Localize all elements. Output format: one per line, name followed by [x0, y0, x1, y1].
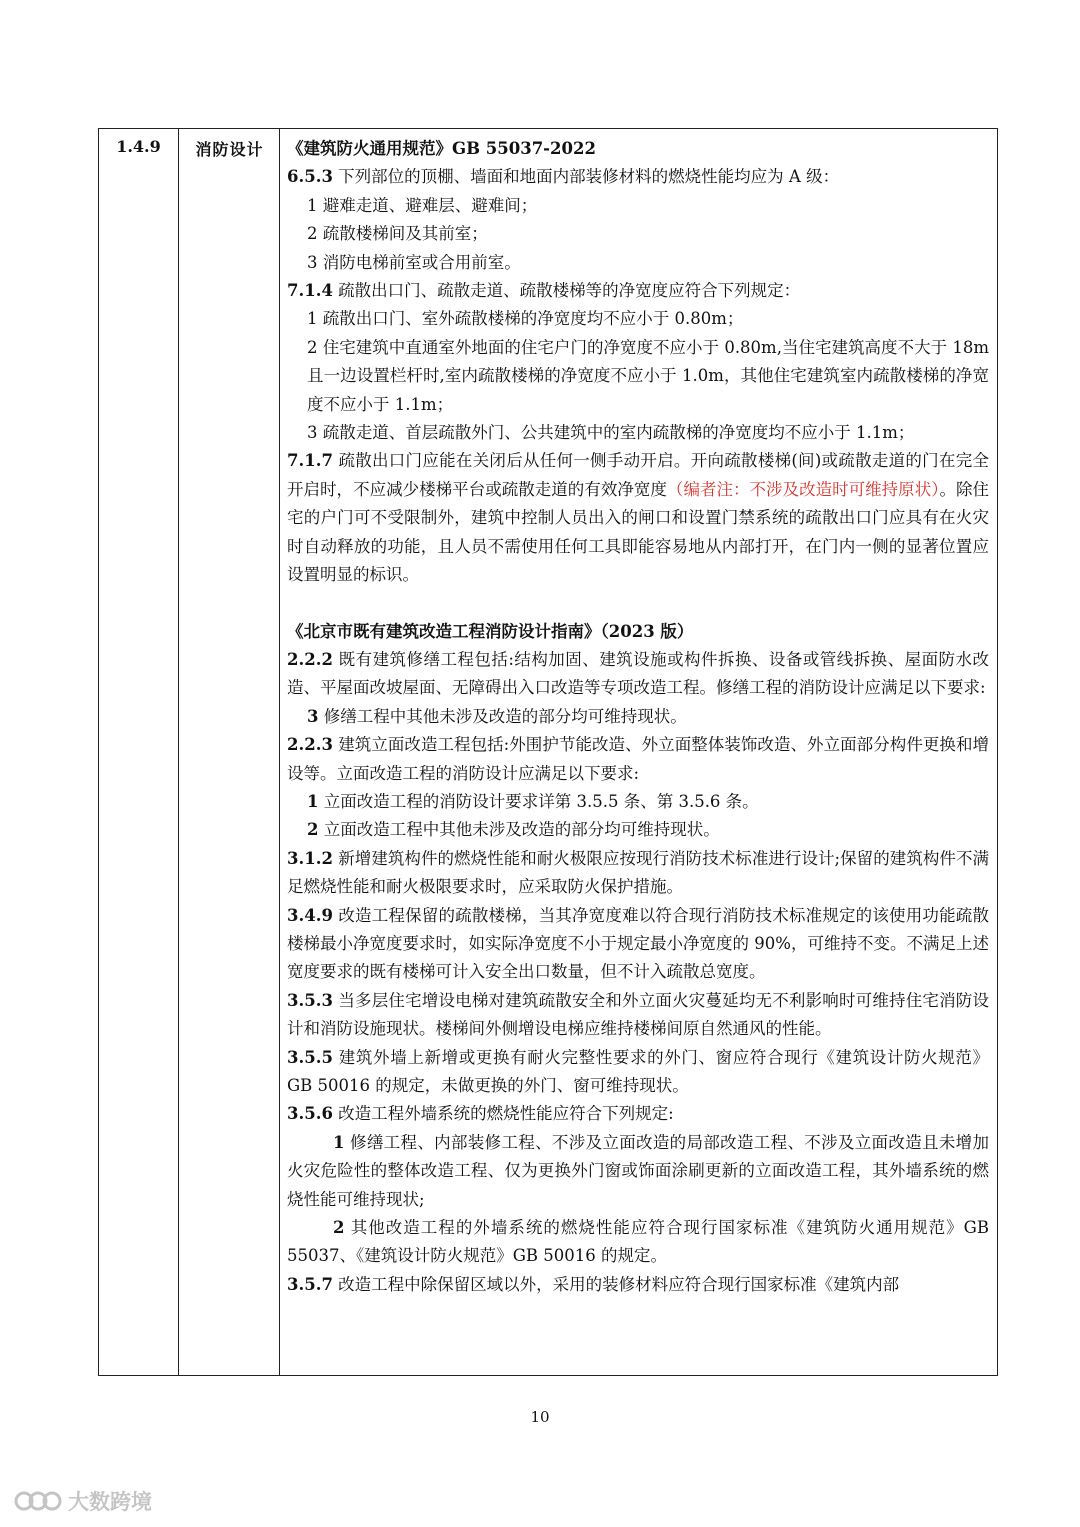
clause-number: 3	[307, 706, 319, 726]
clause-text: 疏散出口门、疏散走道、疏散楼梯等的净宽度应符合下列规定：	[332, 281, 801, 301]
clause-text: 3 疏散走道、首层疏散外门、公共建筑中的室内疏散梯的净宽度均不应小于 1.1m；	[307, 423, 915, 443]
clause-text: 既有建筑修缮工程包括:结构加固、建筑设施或构件拆换、设备或管线拆换、屋面防水改造、平屋面改坡屋面、无障碍出入口改造等专项改造工程。修缮工程的消防设计应满足以下要求:	[287, 649, 989, 698]
content-paragraph	[287, 192, 989, 220]
editor-note: （编者注：不涉及改造时可维持原状）	[666, 479, 940, 499]
clause-number: 3.5.3	[287, 990, 333, 1010]
clause-text: 《北京市既有建筑改造工程消防设计指南》（2023 版）	[287, 621, 694, 641]
clause-text: 疏散出口门应能在关闭后从任何一侧手动开启。开向疏散楼梯(间)或疏散走道的门在完全开启时，不应减少楼梯平台或疏散走道的有效净宽度	[287, 451, 989, 499]
watermark	[14, 1486, 152, 1516]
content-paragraph	[287, 220, 989, 248]
clause-number: 1	[307, 791, 319, 811]
content-paragraph	[287, 447, 989, 589]
clause-number: 6.5.3	[287, 167, 333, 187]
clause-text: 当多层住宅增设电梯对建筑疏散安全和外立面火灾蔓延均无不利影响时可维持住宅消防设计和消防设施现状。楼梯间外侧增设电梯应维持楼梯间原自然通风的性能。	[287, 990, 989, 1039]
content-paragraph	[287, 163, 989, 191]
column-divider	[178, 129, 179, 1375]
content-paragraph	[287, 590, 989, 618]
content-paragraph	[287, 987, 989, 1044]
section-number: 1.4.9	[116, 137, 161, 156]
clause-number: 3.5.6	[287, 1104, 333, 1124]
content-paragraph	[287, 419, 989, 447]
clause-text: 改造工程外墙系统的燃烧性能应符合下列规定:	[332, 1104, 674, 1124]
clause-number: 2.2.3	[287, 735, 333, 755]
clause-text: 改造工程中除保留区域以外，采用的装修材料应符合现行国家标准《建筑内部	[332, 1274, 900, 1294]
watermark-logo-icon	[14, 1487, 62, 1515]
content-paragraph	[287, 1100, 989, 1128]
clause-text: 立面改造工程中其他未涉及改造的部分均可维持现状。	[318, 820, 720, 840]
content-paragraph	[287, 845, 989, 902]
clause-text: 下列部位的顶棚、墙面和地面内部装修材料的燃烧性能均应为 A 级：	[332, 167, 840, 187]
clause-text: 2 住宅建筑中直通室外地面的住宅户门的净宽度不应小于 0.80m,当住宅建筑高度不大于 18m 且一边设置栏杆时,室内疏散楼梯的净宽度不应小于 1.0m，其他住宅建筑室内疏散楼梯的净宽度不应小于 1.1m；	[307, 337, 989, 414]
watermark-text: 大数跨境	[68, 1490, 152, 1514]
clause-number: 3.5.5	[287, 1047, 333, 1067]
content-paragraph	[287, 788, 989, 816]
section-category: 消防设计	[195, 140, 264, 159]
content-paragraph	[287, 618, 989, 646]
section-content	[287, 135, 989, 1299]
page-number: 10	[530, 1408, 550, 1426]
content-paragraph	[287, 305, 989, 333]
clause-number: 2.2.2	[287, 649, 333, 669]
clause-text: 1 避难走道、避难层、避难间；	[307, 195, 538, 215]
content-paragraph	[287, 816, 989, 844]
content-paragraph	[287, 646, 989, 703]
clause-number: 3.5.7	[287, 1274, 333, 1294]
clause-number: 2	[307, 820, 319, 840]
clause-text: 建筑外墙上新增或更换有耐火完整性要求的外门、窗应符合现行《建筑设计防火规范》GB 50016 的规定，未做更换的外门、窗可维持现状。	[287, 1047, 989, 1095]
content-paragraph	[287, 1214, 989, 1271]
content-paragraph	[287, 334, 989, 419]
clause-number: 7.1.7	[287, 451, 333, 471]
content-paragraph	[287, 1271, 989, 1299]
content-paragraph	[287, 249, 989, 277]
clause-number: 3.1.2	[287, 848, 333, 868]
column-divider	[279, 129, 280, 1375]
clause-number: 2	[333, 1218, 345, 1238]
clause-text: 《建筑防火通用规范》GB 55037-2022	[287, 139, 596, 158]
content-paragraph	[287, 277, 989, 305]
clause-number: 7.1.4	[287, 281, 333, 301]
clause-number: 3.4.9	[287, 905, 333, 925]
clause-text: 。除住宅的户门可不受限制外，建筑中控制人员出入的闸口和设置门禁系统的疏散出口门应具有在火灾时自动释放的功能，且人员不需使用任何工具即能容易地从内部打开，在门内一侧的显著位置应设置明显的标识。	[287, 479, 990, 585]
content-paragraph	[287, 1129, 989, 1214]
clause-text: 改造工程保留的疏散楼梯，当其净宽度难以符合现行消防技术标准规定的该使用功能疏散楼梯最小净宽度要求时，如实际净宽度不小于规定最小净宽度的 90%，可维持不变。不满足上述宽度要求的既有楼梯可计入安全出口数量，但不计入疏散总宽度。	[287, 905, 989, 982]
content-paragraph	[287, 731, 989, 788]
content-paragraph	[287, 703, 989, 731]
content-paragraph	[287, 1044, 989, 1101]
clause-text: 建筑立面改造工程包括:外围护节能改造、外立面整体装饰改造、外立面部分构件更换和增设等。立面改造工程的消防设计应满足以下要求:	[287, 735, 989, 783]
clause-text: 修缮工程中其他未涉及改造的部分均可维持现状。	[318, 706, 687, 726]
clause-number: 1	[333, 1132, 345, 1152]
clause-text: 1 疏散出口门、室外疏散楼梯的净宽度均不应小于 0.80m；	[307, 309, 744, 329]
clause-text: 立面改造工程的消防设计要求详第 3.5.5 条、第 3.5.6 条。	[318, 791, 759, 811]
content-paragraph	[287, 135, 989, 163]
content-paragraph	[287, 902, 989, 987]
clause-text: 新增建筑构件的燃烧性能和耐火极限应按现行消防技术标准进行设计;保留的建筑构件不满足燃烧性能和耐火极限要求时，应采取防火保护措施。	[287, 848, 989, 897]
clause-text: 修缮工程、内部装修工程、不涉及立面改造的局部改造工程、不涉及立面改造且未增加火灾危险性的整体改造工程、仅为更换外门窗或饰面涂刷更新的立面改造工程，其外墙系统的燃烧性能可维持现状;	[287, 1132, 989, 1209]
clause-text: 其他改造工程的外墙系统的燃烧性能应符合现行国家标准《建筑防火通用规范》GB 55037、《建筑设计防火规范》GB 50016 的规定。	[287, 1218, 989, 1266]
clause-text: 2 疏散楼梯间及其前室；	[307, 224, 488, 244]
spec-table	[98, 128, 998, 1376]
clause-text: 3 消防电梯前室或合用前室。	[307, 252, 521, 272]
